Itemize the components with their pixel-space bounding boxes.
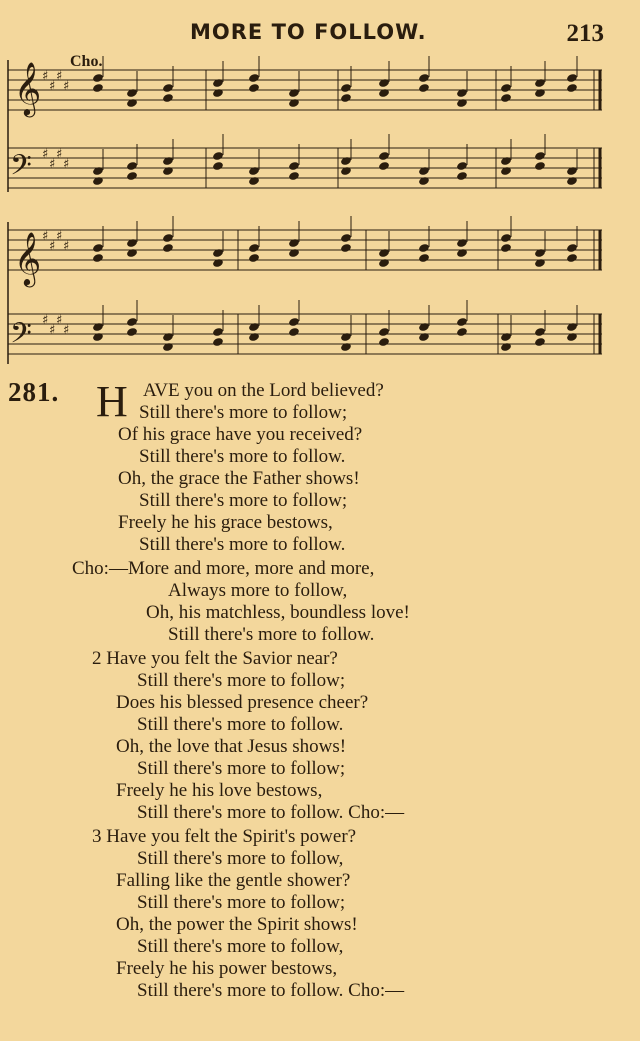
note-head [378, 151, 390, 161]
note-head [126, 317, 138, 327]
note-head [378, 337, 390, 347]
note-head [248, 73, 260, 83]
sharp-icon: ♯ [42, 147, 49, 162]
note-head [566, 83, 578, 93]
note-head [92, 73, 104, 83]
note-head [378, 78, 390, 88]
note-head [248, 243, 260, 253]
note-head [212, 248, 224, 258]
verse3-line: Still there's more to follow, [137, 848, 344, 869]
verse3-line: Falling like the gentle shower? [116, 870, 351, 891]
note-head [534, 78, 546, 88]
note-head [418, 73, 430, 83]
note-head [566, 166, 578, 176]
note-heads [42, 69, 578, 352]
verse2-line: Oh, the love that Jesus shows! [116, 736, 347, 757]
note-head [534, 151, 546, 161]
verse3-line: Freely he his power bestows, [116, 958, 338, 979]
note-head [288, 171, 300, 181]
verse3-line: Still there's more to follow, [137, 936, 344, 957]
sharp-icon: ♯ [56, 147, 63, 162]
note-head [162, 166, 174, 176]
note-head [456, 327, 468, 337]
note-head [340, 342, 352, 352]
verse2-line: 2 Have you felt the Savior near? [92, 648, 338, 669]
note-head [534, 161, 546, 171]
note-head [566, 322, 578, 332]
note-head [126, 88, 138, 98]
verse1-line: Still there's more to follow; [139, 402, 348, 423]
note-head [288, 248, 300, 258]
note-head [288, 327, 300, 337]
verse1-line: Oh, the grace the Father shows! [118, 468, 360, 489]
note-head [378, 327, 390, 337]
note-head [248, 322, 260, 332]
sharp-icon: ♯ [56, 69, 63, 84]
verse2-line: Does his blessed presence cheer? [116, 692, 369, 713]
note-head [126, 248, 138, 258]
note-head [162, 93, 174, 103]
note-head [378, 161, 390, 171]
note-head [248, 332, 260, 342]
verse2-line: Still there's more to follow. [137, 714, 344, 735]
sharp-icon: ♯ [49, 79, 56, 94]
bass-clef-icon: 𝄢 [10, 317, 32, 357]
sharp-icon: ♯ [63, 239, 70, 254]
note-head [212, 161, 224, 171]
music-score [6, 52, 610, 372]
note-head [340, 156, 352, 166]
note-head [566, 243, 578, 253]
note-head [500, 233, 512, 243]
note-head [212, 78, 224, 88]
staff-lines [8, 56, 602, 364]
note-head [566, 332, 578, 342]
note-head [418, 322, 430, 332]
note-head [456, 98, 468, 108]
note-head [92, 83, 104, 93]
chorus-line: Always more to follow, [168, 580, 348, 601]
note-head [418, 332, 430, 342]
note-head [126, 238, 138, 248]
page-header [0, 18, 640, 52]
note-head [566, 253, 578, 263]
chorus-line: Still there's more to follow. [168, 624, 375, 645]
note-head [92, 176, 104, 186]
note-head [456, 238, 468, 248]
verse2-line: Still there's more to follow; [137, 670, 346, 691]
note-head [92, 332, 104, 342]
note-head [288, 238, 300, 248]
note-head [500, 332, 512, 342]
sharp-icon: ♯ [49, 239, 56, 254]
verse2-line: Still there's more to follow; [137, 758, 346, 779]
sharp-icon: ♯ [49, 323, 56, 338]
chorus-line: Cho:—More and more, more and more, [72, 558, 375, 579]
note-head [212, 337, 224, 347]
note-head [162, 342, 174, 352]
note-head [534, 248, 546, 258]
note-head [126, 327, 138, 337]
clefs [10, 61, 41, 357]
note-head [456, 317, 468, 327]
verse3-line: Still there's more to follow; [137, 892, 346, 913]
note-head [566, 176, 578, 186]
treble-clef-icon: 𝄞 [14, 231, 42, 285]
note-head [378, 248, 390, 258]
verse2-line: Still there's more to follow. Cho:— [137, 802, 405, 823]
sharp-icon: ♯ [63, 157, 70, 172]
note-head [378, 88, 390, 98]
chorus-mark: Cho. [70, 53, 103, 70]
note-head [418, 83, 430, 93]
note-head [340, 83, 352, 93]
hymn-number: 281. [8, 377, 60, 407]
note-head [162, 243, 174, 253]
verse1-line: Freely he his grace bestows, [118, 512, 333, 533]
note-head [162, 233, 174, 243]
note-head [340, 243, 352, 253]
note-head [340, 166, 352, 176]
note-head [500, 243, 512, 253]
note-head [92, 322, 104, 332]
note-head [248, 166, 260, 176]
treble-clef-icon: 𝄞 [14, 61, 42, 115]
note-head [212, 88, 224, 98]
sharp-icon: ♯ [42, 69, 49, 84]
sharp-icon: ♯ [42, 229, 49, 244]
sharp-icon: ♯ [56, 313, 63, 328]
chorus-line: Oh, his matchless, boundless love! [146, 602, 410, 623]
note-head [534, 337, 546, 347]
note-head [92, 166, 104, 176]
note-head [534, 327, 546, 337]
note-head [212, 258, 224, 268]
note-head [418, 166, 430, 176]
sharp-icon: ♯ [56, 229, 63, 244]
note-head [418, 176, 430, 186]
drop-cap: H [96, 377, 128, 426]
note-head [456, 88, 468, 98]
bass-clef-icon: 𝄢 [10, 149, 32, 189]
verse1-line: Still there's more to follow. [139, 446, 346, 467]
verse1-line: AVE you on the Lord believed? [143, 380, 384, 401]
note-head [456, 248, 468, 258]
note-head [340, 233, 352, 243]
note-head [378, 258, 390, 268]
note-head [288, 98, 300, 108]
note-head [534, 88, 546, 98]
page-number: 213 [566, 20, 604, 47]
note-head [212, 327, 224, 337]
note-head [500, 166, 512, 176]
sharp-icon: ♯ [63, 323, 70, 338]
running-title: MORE TO FOLLOW. [190, 20, 427, 44]
note-head [162, 332, 174, 342]
note-head [248, 83, 260, 93]
verse3-line: Still there's more to follow. Cho:— [137, 980, 405, 1001]
note-head [288, 161, 300, 171]
note-head [418, 253, 430, 263]
verse3-line: 3 Have you felt the Spirit's power? [92, 826, 357, 847]
note-head [456, 161, 468, 171]
note-head [92, 253, 104, 263]
note-head [500, 342, 512, 352]
verse1-line: Still there's more to follow; [139, 490, 348, 511]
verse1-line: Of his grace have you received? [118, 424, 363, 445]
note-head [162, 83, 174, 93]
note-head [126, 161, 138, 171]
note-head [162, 156, 174, 166]
note-head [500, 93, 512, 103]
sharp-icon: ♯ [63, 79, 70, 94]
note-head [212, 151, 224, 161]
note-head [340, 332, 352, 342]
note-head [288, 317, 300, 327]
note-head [500, 83, 512, 93]
verse1-line: Still there's more to follow. [139, 534, 346, 555]
note-head [534, 258, 546, 268]
note-head [248, 176, 260, 186]
note-head [92, 243, 104, 253]
note-head [418, 243, 430, 253]
sharp-icon: ♯ [49, 157, 56, 172]
note-head [456, 171, 468, 181]
note-head [566, 73, 578, 83]
verse3-line: Oh, the power the Spirit shows! [116, 914, 358, 935]
note-head [248, 253, 260, 263]
note-head [288, 88, 300, 98]
note-head [500, 156, 512, 166]
note-head [340, 93, 352, 103]
note-head [126, 98, 138, 108]
sharp-icon: ♯ [42, 313, 49, 328]
note-head [126, 171, 138, 181]
verse2-line: Freely he his love bestows, [116, 780, 323, 801]
